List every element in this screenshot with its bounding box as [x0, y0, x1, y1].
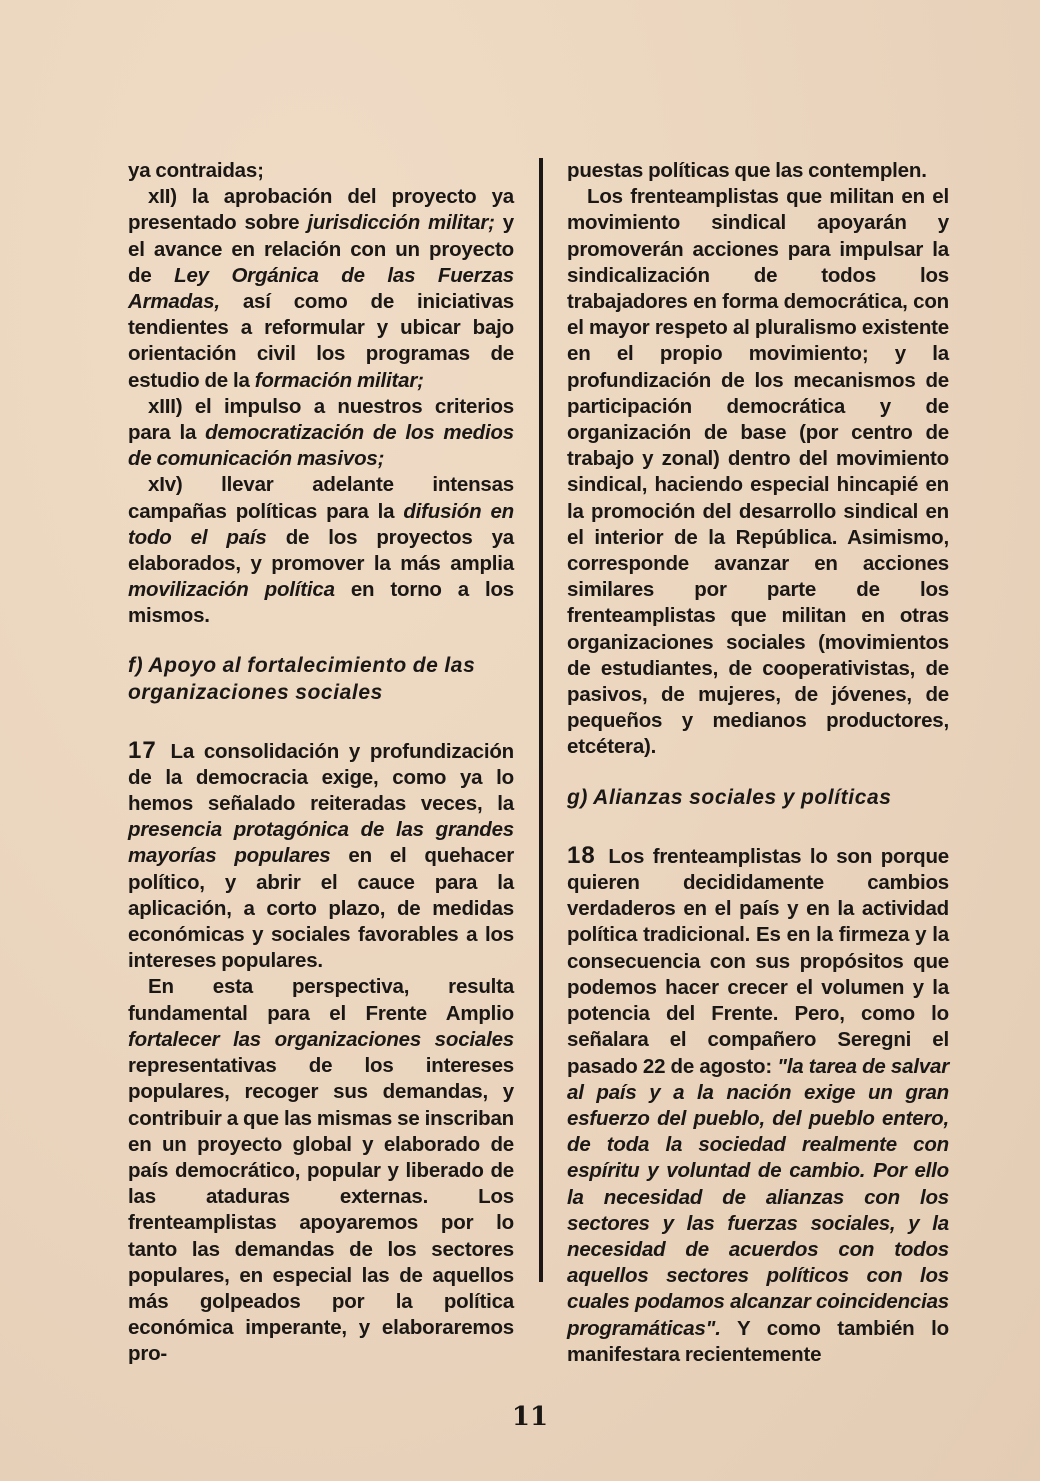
emphasis: Ley Orgánica de las Fuerzas Armadas, [128, 263, 514, 314]
list-item-xii [128, 184, 514, 394]
emphasis: movilización política [128, 578, 335, 602]
text: La consolidación y profundización de la democracia exige, como ya lo hemos señalado reiteradas veces, la [128, 739, 514, 816]
paragraph: ya contraidas; [128, 159, 264, 182]
text: xII) la aprobación del proyecto ya presentado sobre [128, 185, 514, 235]
paragraph: Los frenteamplistas que militan en el movimiento sindical apoyarán y promoverán acciones para impulsar la sindicalización de todos los trabajadores en forma democrática, con el mayor respeto al pluralismo existente en el propio movimiento; y la profundización de los mecanismos de participación democrática y de organización de base (por centro de trabajo y zonal) dentro del movimiento sindical, haciendo especial hincapié en la promoción del desarrollo sindical en el interior de la República. Asimismo, corresponde avanzar en acciones similares por parte de los frenteamplistas que militan en otras organizaciones sociales (movimientos de estudiantes, de cooperativistas, de pasivos, de mujeres, de jóvenes, de pequeños y medianos productores, etcétera). [567, 185, 949, 759]
left-column [128, 158, 514, 1368]
text: y el avance en relación con un proyecto de [128, 211, 514, 287]
column-divider [539, 158, 543, 1282]
emphasis: fortalecer las organizaciones sociales [128, 1027, 514, 1051]
quotation: "la tarea de salvar al país y a la nación exige un gran esfuerzo del pueblo, del pueblo entero, de toda la sociedad realmente con espíritu y voluntad de cambio. Por ello la necesidad de alianzas con los sectores y las fuerzas sociales, y la necesidad de acuerdos con todos aquellos sectores políticos con los cuales podamos alcanzar coincidencias programáticas". [567, 1054, 949, 1340]
emphasis: formación militar; [254, 368, 424, 392]
text: xIII) el impulso a nuestros criterios para la [128, 394, 514, 445]
emphasis: difusión en todo el país [128, 499, 514, 549]
numbered-paragraph-18 [567, 843, 949, 1368]
text: de los proyectos ya elaborados, y promover la más amplia [128, 525, 514, 576]
right-column [567, 158, 949, 1368]
numbered-paragraph-17 [128, 738, 514, 975]
emphasis: jurisdicción militar; [307, 211, 495, 235]
list-item-xiii [128, 394, 514, 473]
emphasis: democratización de los medios de comunicación masivos; [128, 421, 514, 471]
text: representativas de los intereses populares, recoger sus demandas, y contribuir a que las mismas se inscriban en un proyecto global y elaborado de país democrático, popular y liberado de las ataduras externas. Los frenteamplistas apoyaremos por lo tanto las demandas de los sectores populares, en especial las de aquellos más golpeados por la política económica imperante, y elaboraremos pro- [128, 1054, 514, 1366]
section-heading-g: g) Alianzas sociales y políticas [567, 785, 892, 809]
paragraph-number: 18 [567, 841, 596, 869]
section-heading-f: f) Apoyo al fortalecimiento de las organizaciones sociales [128, 653, 476, 704]
text: En esta perspectiva, resulta fundamental para el Frente Amplio [128, 975, 514, 1025]
text: en el quehacer político, y abrir el cauce para la aplicación, a corto plazo, de medidas económicas y sociales favorables a los intereses populares. [128, 844, 514, 973]
paragraph-number: 17 [128, 736, 157, 764]
text: Los frenteamplistas lo son porque quieren decididamente cambios verdaderos en el país y en la actividad política tradicional. Es en la firmeza y la consecuencia con sus propósitos que podemos hacer crecer el volumen y la potencia del Frente. Pero, como lo señalara el compañero Seregni el pasado 22 de agosto: [567, 844, 949, 1078]
page-number: 11 [511, 1402, 549, 1432]
paragraph: puestas políticas que las contemplen. [567, 159, 927, 182]
list-item-xiv [128, 472, 514, 629]
text: Y como también lo manifestara recientemente [567, 1316, 949, 1366]
paragraph [128, 974, 514, 1367]
emphasis: presencia protagónica de las grandes mayorías populares [128, 818, 514, 868]
text: así como de iniciativas tendientes a reformular y ubicar bajo orientación civil los programas de estudio de la [128, 290, 514, 392]
text: en torno a los mismos. [128, 578, 514, 628]
text: xIv) llevar adelante intensas campañas políticas para la [128, 473, 514, 523]
